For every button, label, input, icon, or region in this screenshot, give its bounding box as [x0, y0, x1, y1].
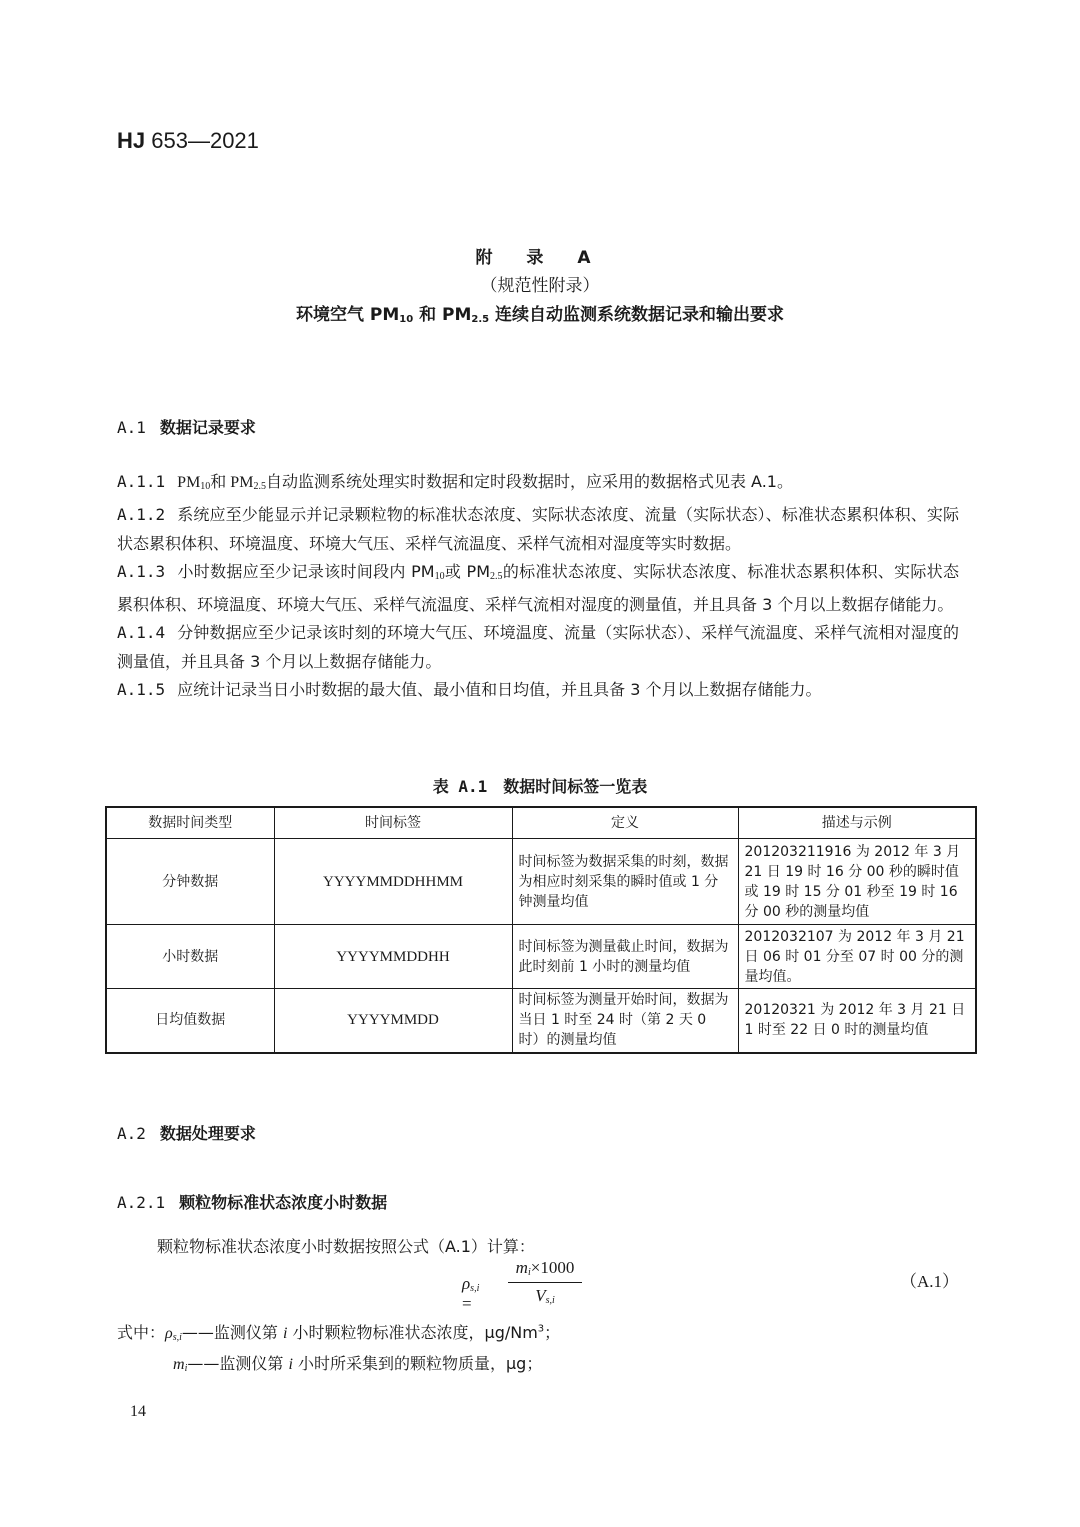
clause-number: A.1.5	[117, 680, 166, 700]
section-heading-a2	[117, 1121, 256, 1144]
table-cell: 20120321 为 2012 年 3 月 21 日 1 时至 22 日 0 时的测量均值	[738, 989, 976, 1053]
table-cell: YYYYMMDDHH	[274, 925, 512, 989]
table-caption	[0, 774, 1080, 797]
table-cell: YYYYMMDDHHMM	[274, 839, 512, 925]
paragraph-a115	[117, 676, 959, 704]
formula-denominator	[510, 1286, 580, 1306]
table-row	[106, 925, 976, 989]
equals-sign: =	[462, 1294, 472, 1313]
paragraph-a113	[117, 558, 959, 620]
subscript: s,i	[172, 1332, 182, 1343]
definition-text: 小时所采集到的颗粒物质量，μg；	[292, 1354, 543, 1373]
paragraph-text: 应统计记录当日小时数据的最大值、最小值和日均值，并且具备 3 个月以上数据存储能力。	[177, 680, 822, 700]
table-cell: 分钟数据	[106, 839, 274, 925]
table-cell: 2012032107 为 2012 年 3 月 21 日 06 时 01 分至 07 时 00 分的测量均值。	[738, 925, 976, 989]
clause-number: A.1.3	[117, 561, 166, 581]
formula-numerator	[510, 1258, 580, 1278]
table-header-cell: 描述与示例	[738, 807, 976, 839]
definition-text: 小时颗粒物标准状态浓度，μg/Nm	[287, 1323, 538, 1342]
formula-intro: 颗粒物标准状态浓度小时数据按照公式（A.1）计算：	[157, 1237, 535, 1256]
paragraph-a114	[117, 619, 959, 676]
formula-symbol: V	[535, 1286, 546, 1305]
definition-prefix: 式中：	[117, 1323, 166, 1342]
subscript: s,i	[545, 1295, 555, 1306]
section-number: A.2.1	[117, 1193, 166, 1212]
section-heading-a21	[117, 1190, 387, 1213]
subscript: 10	[200, 481, 211, 492]
definition-line-1	[117, 1320, 560, 1343]
table-number: 表 A.1	[432, 777, 488, 796]
standard-number: 653—2021	[151, 128, 259, 153]
clause-number: A.1.2	[117, 505, 166, 525]
paragraph-text: 自动监测系统处理实时数据和定时段数据时，应采用的数据格式见表 A.1。	[265, 472, 793, 491]
subscript: s,i	[470, 1283, 480, 1294]
clause-number: A.1.4	[117, 623, 166, 643]
formula-lhs	[462, 1274, 479, 1314]
table-cell: YYYYMMDD	[274, 989, 512, 1053]
subscript: 10	[434, 570, 445, 582]
subscript: 10	[399, 314, 414, 325]
formula-number: （A.1）	[900, 1272, 960, 1291]
table-cell: 时间标签为数据采集的时刻，数据为相应时刻采集的瞬时值或 1 分钟测量均值	[512, 839, 738, 925]
paragraph-a111	[117, 468, 959, 501]
time-label-table	[105, 806, 977, 1054]
appendix-name-text: 环境空气 PM	[295, 305, 400, 325]
table-header-cell: 定义	[512, 807, 738, 839]
appendix-title: 附 录 A	[475, 248, 605, 268]
definition-text: ；	[544, 1323, 561, 1342]
subscript: 2.5	[471, 314, 490, 325]
table-row	[106, 989, 976, 1053]
definition-line-2	[173, 1351, 542, 1374]
definition-text: ——监测仪第	[187, 1354, 289, 1373]
definition-symbol: i	[288, 1356, 293, 1373]
table-header-cell: 时间标签	[274, 807, 512, 839]
formula-symbol: ρ	[462, 1274, 471, 1293]
standard-code	[117, 128, 259, 154]
table-cell: 201203211916 为 2012 年 3 月 21 日 19 时 16 分 00 秒的瞬时值或 19 时 15 分 01 秒至 19 时 16 分 00 秒的测量均值	[738, 839, 976, 925]
appendix-name	[0, 300, 1080, 325]
definition-symbol: i	[282, 1325, 288, 1342]
table-header-cell: 数据时间类型	[106, 807, 274, 839]
formula-constant: ×1000	[530, 1258, 575, 1277]
appendix-name-text: 和 PM	[419, 305, 472, 325]
section-title: 数据处理要求	[159, 1124, 256, 1143]
table-cell: 日均值数据	[106, 989, 274, 1053]
paragraph-text: 或 PM	[444, 561, 491, 581]
subscript: i	[184, 1363, 188, 1374]
table-cell: 时间标签为测量开始时间，数据为当日 1 时至 24 时（第 2 天 0 时）的测量均值	[512, 989, 738, 1053]
definition-text: ——监测仪第	[181, 1323, 283, 1342]
section-number: A.1	[117, 418, 146, 437]
section-heading-a1	[117, 415, 256, 438]
paragraph-text: 分钟数据应至少记录该时刻的环境大气压、环境温度、流量（实际状态）、采样气流温度、采样气流相对湿度的测量值，并且具备 3 个月以上数据存储能力。	[117, 623, 959, 671]
appendix-name-text: 连续自动监测系统数据记录和输出要求	[495, 305, 785, 325]
formula-symbol: m	[515, 1258, 528, 1277]
subscript: 2.5	[490, 570, 503, 582]
clause-number: A.1.1	[117, 472, 166, 491]
paragraph-text: PM	[177, 474, 201, 491]
definition-symbol: ρ	[165, 1325, 173, 1342]
standard-prefix: HJ	[117, 128, 146, 153]
section-a1-body	[117, 468, 959, 704]
section-title: 数据记录要求	[159, 418, 256, 437]
page-number: 14	[130, 1403, 146, 1420]
table-cell: 小时数据	[106, 925, 274, 989]
subscript: 2.5	[253, 481, 266, 492]
paragraph-text: 和 PM	[210, 474, 254, 491]
definition-symbol: m	[173, 1356, 185, 1373]
paragraph-text: 的标准状态浓度、实际状态浓度、标准状态累积体积、实际状态累积体积、环境温度、环境大气压、采样气流温度、采样气流相对湿度的测量值，并且具备 3 个月以上数据存储能力。	[117, 561, 959, 615]
table-cell: 时间标签为测量截止时间，数据为此时刻前 1 小时的测量均值	[512, 925, 738, 989]
paragraph-a112	[117, 501, 959, 558]
section-title: 颗粒物标准状态浓度小时数据	[179, 1193, 388, 1212]
superscript: 3	[537, 1323, 545, 1335]
appendix-type: （规范性附录）	[480, 276, 600, 296]
subscript: i	[527, 1267, 531, 1278]
table-row	[106, 839, 976, 925]
paragraph-text: 小时数据应至少记录该时间段内 PM	[177, 561, 435, 581]
fraction-bar	[508, 1282, 582, 1283]
table-title: 数据时间标签一览表	[503, 777, 648, 796]
section-number: A.2	[117, 1124, 146, 1143]
table-header-row	[106, 807, 976, 839]
paragraph-text: 系统应至少能显示并记录颗粒物的标准状态浓度、实际状态浓度、流量（实际状态）、标准状态累积体积、实际状态累积体积、环境温度、环境大气压、采样气流温度、采样气流相对湿度等实时数据。	[117, 505, 959, 553]
